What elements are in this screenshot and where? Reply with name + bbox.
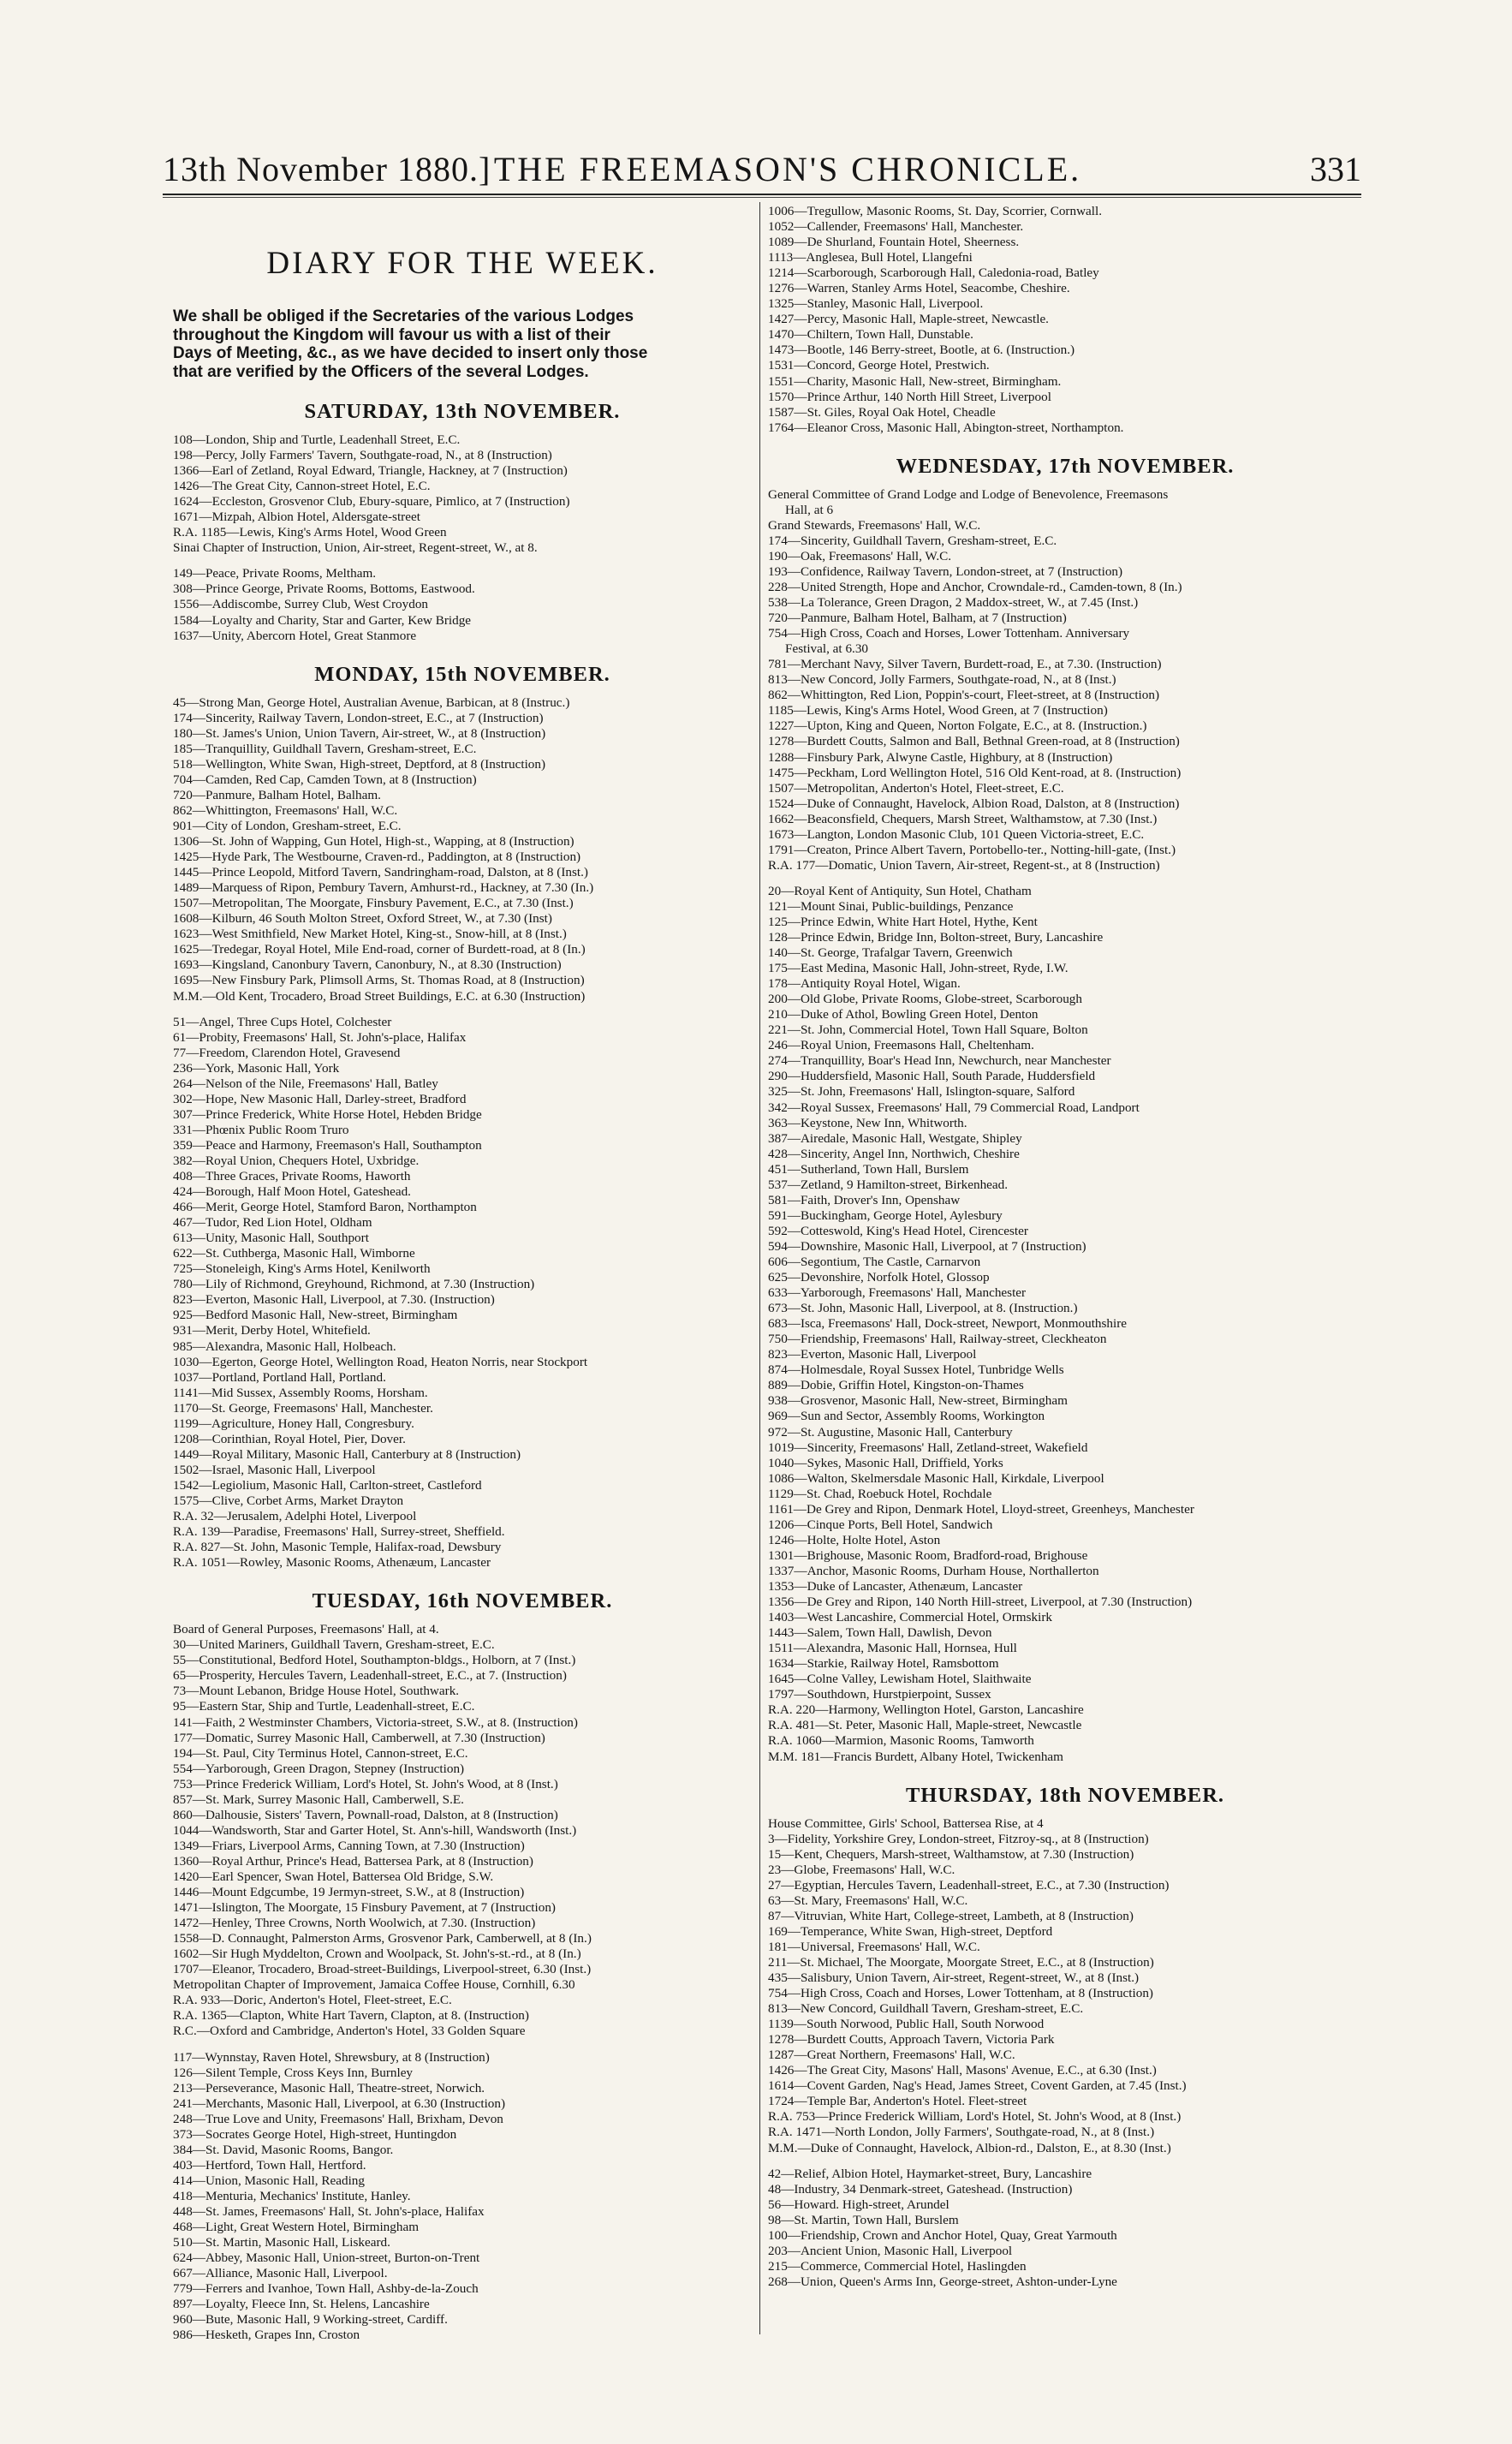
lodge-entry: 236—York, Masonic Hall, York <box>173 1060 340 1076</box>
lodge-entry: 1791—Creaton, Prince Albert Tavern, Portobello-ter., Notting-hill-gate, (Inst.) <box>768 842 1176 857</box>
lodge-entry: 1086—Walton, Skelmersdale Masonic Hall, Kirkdale, Liverpool <box>768 1470 1104 1486</box>
lodge-entry: R.A. 753—Prince Frederick William, Lord's Hotel, St. John's Wood, at 8 (Inst.) <box>768 2109 1182 2125</box>
lodge-entry: 622—St. Cuthberga, Masonic Hall, Wimborne <box>173 1246 415 1261</box>
lodge-entry: 466—Merit, George Hotel, Stamford Baron, Northampton <box>173 1200 477 1215</box>
lodge-entry: 1278—Burdett Coutts, Approach Tavern, Victoria Park <box>768 2032 1055 2048</box>
lodge-entry: 408—Three Graces, Private Rooms, Haworth <box>173 1169 411 1184</box>
lodge-entry: 1356—De Grey and Ripon, 140 North Hill-street, Liverpool, at 7.30 (Instruction) <box>768 1595 1193 1610</box>
lodge-entry: 1449—Royal Military, Masonic Hall, Canterbury at 8 (Instruction) <box>173 1446 521 1462</box>
lodge-entry: 181—Universal, Freemasons' Hall, W.C. <box>768 1939 980 1954</box>
listing-tuesday-provincial <box>173 2050 752 2344</box>
lodge-entry: 606—Segontium, The Castle, Carnarvon <box>768 1255 981 1269</box>
lodge-entry: 141—Faith, 2 Westminster Chambers, Victoria-street, S.W., at 8. (Instruction) <box>173 1714 578 1730</box>
lodge-entry: 1445—Prince Leopold, Mitford Tavern, Sandringham-road, Dalston, at 8 (Inst.) <box>173 865 588 880</box>
listing-wednesday-provincial <box>768 884 1362 1765</box>
listing-tuesday <box>173 1622 752 2039</box>
lodge-entry: 1139—South Norwood, Public Hall, South Norwood <box>768 2017 1045 2032</box>
lodge-entry: 100—Friendship, Crown and Anchor Hotel, Quay, Great Yarmouth <box>768 2227 1117 2243</box>
lodge-entry: 302—Hope, New Masonic Hall, Darley-street, Bradford <box>173 1091 467 1106</box>
lodge-entry: 1425—Hyde Park, The Westbourne, Craven-rd., Paddington, at 8 (Instruction) <box>173 849 581 865</box>
day-heading-monday: MONDAY, 15th NOVEMBER. <box>314 662 610 686</box>
lodge-entry: 750—Friendship, Freemasons' Hall, Railway-street, Cleckheaton <box>768 1332 1107 1347</box>
lodge-entry: 862—Whittington, Red Lion, Poppin's-court, Fleet-street, at 8 (Instruction) <box>768 688 1160 703</box>
lodge-entry: 538—La Tolerance, Green Dragon, 2 Maddox-street, W., at 7.45 (Inst.) <box>768 595 1139 611</box>
page-number: 331 <box>1310 150 1361 188</box>
lodge-entry: 594—Downshire, Masonic Hall, Liverpool, at 7 (Instruction) <box>768 1238 1086 1254</box>
lodge-entry: 125—Prince Edwin, White Hart Hotel, Hythe, Kent <box>768 914 1038 929</box>
lodge-entry: 30—United Mariners, Guildhall Tavern, Gresham-street, E.C. <box>173 1637 495 1653</box>
lodge-entry: 1426—The Great City, Cannon-street Hotel, E.C. <box>173 479 431 494</box>
day-heading-thursday: THURSDAY, 18th NOVEMBER. <box>905 1783 1225 1807</box>
lodge-entry: 857—St. Mark, Surrey Masonic Hall, Camberwell, S.E. <box>173 1791 464 1807</box>
lodge-entry: 23—Globe, Freemasons' Hall, W.C. <box>768 1862 955 1877</box>
lodge-entry: 468—Light, Great Western Hotel, Birmingham <box>173 2220 420 2235</box>
lodge-entry: 1214—Scarborough, Scarborough Hall, Caledonia-road, Batley <box>768 265 1099 281</box>
lodge-entry: 1556—Addiscombe, Surrey Club, West Croydon <box>173 597 429 612</box>
lodge-entry: 1558—D. Connaught, Palmerston Arms, Grosvenor Park, Camberwell, at 8 (In.) <box>173 1931 592 1946</box>
lodge-entry: 1129—St. Chad, Roebuck Hotel, Rochdale <box>768 1486 992 1501</box>
lodge-entry: 1531—Concord, George Hotel, Prestwich. <box>768 358 990 373</box>
lodge-entry: 1797—Southdown, Hurstpierpoint, Sussex <box>768 1687 991 1702</box>
lodge-entry: R.A. 1471—North London, Jolly Farmers', Southgate-road, N., at 8 (Inst.) <box>768 2125 1155 2140</box>
lodge-entry: 1360—Royal Arthur, Prince's Head, Battersea Park, at 8 (Instruction) <box>173 1853 533 1869</box>
lodge-entry: 451—Sutherland, Town Hall, Burslem <box>768 1161 969 1177</box>
lodge-entry: 813—New Concord, Jolly Farmers, Southgate-road, N., at 8 (Inst.) <box>768 672 1116 688</box>
lodge-entry: 510—St. Martin, Masonic Hall, Liskeard. <box>173 2235 390 2250</box>
right-column <box>768 204 1362 2290</box>
lodge-entry: 554—Yarborough, Green Dragon, Stepney (Instruction) <box>173 1761 465 1776</box>
lodge-entry: 1524—Duke of Connaught, Havelock, Albion Road, Dalston, at 8 (Instruction) <box>768 796 1180 811</box>
lodge-entry: 215—Commerce, Commercial Hotel, Haslingden <box>768 2258 1027 2274</box>
lodge-entry: 720—Panmure, Balham Hotel, Balham. <box>173 787 381 802</box>
lodge-entry: 862—Whittington, Freemasons' Hall, W.C. <box>173 802 398 818</box>
lodge-entry: 1170—St. George, Freemasons' Hall, Manchester. <box>173 1400 433 1416</box>
listing-tuesday-continued <box>768 204 1362 436</box>
lodge-entry: Board of General Purposes, Freemasons' Hall, at 4. <box>173 1622 439 1637</box>
lodge-entry: R.A. 32—Jerusalem, Adelphi Hotel, Liverpool <box>173 1509 417 1524</box>
lodge-entry: 1671—Mizpah, Albion Hotel, Aldersgate-street <box>173 510 420 525</box>
lodge-entry: 625—Devonshire, Norfolk Hotel, Glossop <box>768 1270 990 1285</box>
lodge-entry: 1227—Upton, King and Queen, Norton Folgate, E.C., at 8. (Instruction.) <box>768 718 1147 734</box>
lodge-entry: 1199—Agriculture, Honey Hall, Congresbury. <box>173 1416 414 1431</box>
lodge-entry: 1475—Peckham, Lord Wellington Hotel, 516 Old Kent-road, at 8. (Instruction) <box>768 765 1182 780</box>
lodge-entry: 264—Nelson of the Nile, Freemasons' Hall, Batley <box>173 1076 438 1091</box>
lodge-entry: 61—Probity, Freemasons' Hall, St. John's-place, Halifax <box>173 1029 467 1045</box>
lodge-entry: 3—Fidelity, Yorkshire Grey, London-street, Fitzroy-sq., at 8 (Instruction) <box>768 1831 1149 1846</box>
lodge-entry: 65—Prosperity, Hercules Tavern, Leadenhall-street, E.C., at 7. (Instruction) <box>173 1668 567 1684</box>
lodge-entry: 200—Old Globe, Private Rooms, Globe-street, Scarborough <box>768 992 1082 1007</box>
lodge-entry: 1472—Henley, Three Crowns, North Woolwich, at 7.30. (Instruction) <box>173 1916 536 1931</box>
lodge-entry: 1420—Earl Spencer, Swan Hotel, Battersea Old Bridge, S.W. <box>173 1869 494 1884</box>
lodge-entry: 1614—Covent Garden, Nag's Head, James Street, Covent Garden, at 7.45 (Inst.) <box>768 2078 1187 2094</box>
lodge-entry: 874—Holmesdale, Royal Sussex Hotel, Tunbridge Wells <box>768 1362 1064 1378</box>
lodge-entry: 537—Zetland, 9 Hamilton-street, Birkenhead. <box>768 1177 1009 1192</box>
lodge-entry: 1637—Unity, Abercorn Hotel, Great Stanmore <box>173 628 417 643</box>
lodge-entry: 27—Egyptian, Hercules Tavern, Leadenhall-street, E.C., at 7.30 (Instruction) <box>768 1877 1170 1893</box>
lodge-entry: 1625—Tredegar, Royal Hotel, Mile End-road, corner of Burdett-road, at 8 (In.) <box>173 942 586 957</box>
lodge-entry: 228—United Strength, Hope and Anchor, Crowndale-rd., Camden-town, 8 (In.) <box>768 579 1182 594</box>
listing-wednesday <box>768 487 1362 873</box>
lodge-entry: 435—Salisbury, Union Tavern, Air-street, Regent-street, W., at 8 (Inst.) <box>768 1970 1140 1986</box>
lodge-entry: 969—Sun and Sector, Assembly Rooms, Workington <box>768 1409 1045 1424</box>
lodge-entry: 1113—Anglesea, Bull Hotel, Llangefni <box>768 250 973 265</box>
lodge-entry: 213—Perseverance, Masonic Hall, Theatre-street, Norwich. <box>173 2080 485 2095</box>
lodge-entry: 1006—Tregullow, Masonic Rooms, St. Day, Scorrier, Cornwall. <box>768 204 1103 218</box>
lodge-entry: Hall, at 6 <box>785 502 834 517</box>
lodge-entry: 938—Grosvenor, Masonic Hall, New-street, Birmingham <box>768 1393 1068 1409</box>
lodge-entry: 211—St. Michael, The Moorgate, Moorgate Street, E.C., at 8 (Instruction) <box>768 1954 1154 1970</box>
listing-saturday-provincial <box>173 566 752 643</box>
left-column <box>173 204 752 2343</box>
lodge-entry: 1634—Starkie, Railway Hotel, Ramsbottom <box>768 1656 999 1672</box>
lodge-entry: 1507—Metropolitan, Anderton's Hotel, Fleet-street, E.C. <box>768 780 1064 796</box>
lodge-entry: 387—Airedale, Masonic Hall, Westgate, Shipley <box>768 1130 1022 1146</box>
lodge-entry: 1276—Warren, Stanley Arms Hotel, Seacombe, Cheshire. <box>768 281 1070 296</box>
lodge-entry: 1724—Temple Bar, Anderton's Hotel. Fleet-street <box>768 2094 1027 2109</box>
lodge-entry: 414—Union, Masonic Hall, Reading <box>173 2173 365 2188</box>
lodge-entry: 1446—Mount Edgcumbe, 19 Jermyn-street, S.W., at 8 (Instruction) <box>173 1885 525 1900</box>
lodge-entry: 51—Angel, Three Cups Hotel, Colchester <box>173 1014 392 1029</box>
lodge-entry: 1288—Finsbury Park, Alwyne Castle, Highbury, at 8 (Instruction) <box>768 749 1113 765</box>
lodge-entry: 307—Prince Frederick, White Horse Hotel, Hebden Bridge <box>173 1106 482 1122</box>
lodge-entry: 986—Hesketh, Grapes Inn, Croston <box>173 2328 360 2343</box>
lodge-entry: 424—Borough, Half Moon Hotel, Gateshead. <box>173 1184 411 1200</box>
lodge-entry: 1052—Callender, Freemasons' Hall, Manchester. <box>768 219 1024 235</box>
listing-thursday <box>768 1816 1362 2156</box>
day-heading-wednesday: WEDNESDAY, 17th NOVEMBER. <box>896 454 1235 478</box>
lodge-entry: 325—St. John, Freemasons' Hall, Islington-square, Salford <box>768 1084 1075 1100</box>
lodge-entry: 331—Phœnix Public Room Truro <box>173 1122 349 1137</box>
lodge-entry: 985—Alexandra, Masonic Hall, Holbeach. <box>173 1338 396 1354</box>
diary-intro <box>173 307 752 381</box>
lodge-entry: House Committee, Girls' School, Battersea Rise, at 4 <box>768 1815 1044 1831</box>
lodge-entry: 581—Faith, Drover's Inn, Openshaw <box>768 1192 961 1207</box>
lodge-entry: R.A. 139—Paradise, Freemasons' Hall, Surrey-street, Sheffield. <box>173 1524 505 1540</box>
column-divider <box>759 202 760 2334</box>
day-heading-tuesday: TUESDAY, 16th NOVEMBER. <box>312 1589 613 1613</box>
lodge-entry: 308—Prince George, Private Rooms, Bottoms, Eastwood. <box>173 581 475 597</box>
lodge-entry: 683—Isca, Freemasons' Hall, Dock-street, Newport, Monmouthshire <box>768 1316 1128 1332</box>
lodge-entry: 384—St. David, Masonic Rooms, Bangor. <box>173 2142 394 2157</box>
lodge-entry: 55—Constitutional, Bedford Hotel, Southampton-bldgs., Holborn, at 7 (Inst.) <box>173 1653 576 1668</box>
lodge-entry: 673—St. John, Masonic Hall, Liverpool, at 8. (Instruction.) <box>768 1301 1078 1316</box>
lodge-entry: 754—High Cross, Coach and Horses, Lower Tottenham. Anniversary <box>768 626 1130 641</box>
lodge-entry: 382—Royal Union, Chequers Hotel, Uxbridge. <box>173 1153 420 1168</box>
listing-saturday <box>173 432 752 556</box>
lodge-entry: 128—Prince Edwin, Bridge Inn, Bolton-street, Bury, Lancashire <box>768 930 1104 945</box>
lodge-entry: 1426—The Great City, Masons' Hall, Masons' Avenue, E.C., at 6.30 (Inst.) <box>768 2063 1157 2078</box>
lodge-entry: 73—Mount Lebanon, Bridge House Hotel, Southwark. <box>173 1684 460 1699</box>
lodge-entry: 48—Industry, 34 Denmark-street, Gateshead. (Instruction) <box>768 2181 1073 2197</box>
lodge-entry: 720—Panmure, Balham Hotel, Balham, at 7 (Instruction) <box>768 611 1067 626</box>
lodge-entry: 925—Bedford Masonic Hall, New-street, Birmingham <box>173 1308 458 1323</box>
lodge-entry: R.A. 1185—Lewis, King's Arms Hotel, Wood Green <box>173 525 447 540</box>
lodge-entry: 42—Relief, Albion Hotel, Haymarket-street, Bury, Lancashire <box>768 2166 1092 2181</box>
intro-line: Days of Meeting, &c., as we have decided to insert only those <box>173 344 648 362</box>
lodge-entry: R.A. 220—Harmony, Wellington Hotel, Garston, Lancashire <box>768 1702 1084 1718</box>
lodge-entry: 1470—Chiltern, Town Hall, Dunstable. <box>768 327 973 343</box>
lodge-entry: 203—Ancient Union, Masonic Hall, Liverpool <box>768 2243 1013 2258</box>
lodge-entry: 241—Merchants, Masonic Hall, Liverpool, at 6.30 (Instruction) <box>173 2095 506 2111</box>
lodge-entry: 194—St. Paul, City Terminus Hotel, Cannon-street, E.C. <box>173 1745 468 1761</box>
lodge-entry: 1337—Anchor, Masonic Rooms, Durham House, Northallerton <box>768 1563 1099 1578</box>
lodge-entry: Grand Stewards, Freemasons' Hall, W.C. <box>768 517 981 533</box>
header-rule-thin <box>163 197 1361 198</box>
lodge-entry: 87—Vitruvian, White Hart, College-street, Lambeth, at 8 (Instruction) <box>768 1908 1134 1923</box>
lodge-entry: 1542—Legiolium, Masonic Hall, Carlton-street, Castleford <box>173 1477 482 1493</box>
lodge-entry: 1306—St. John of Wapping, Gun Hotel, High-st., Wapping, at 8 (Instruction) <box>173 834 574 849</box>
lodge-entry: 1037—Portland, Portland Hall, Portland. <box>173 1369 386 1385</box>
lodge-entry: 1584—Loyalty and Charity, Star and Garter, Kew Bridge <box>173 612 472 628</box>
lodge-entry: 633—Yarborough, Freemasons' Hall, Manchester <box>768 1285 1027 1301</box>
lodge-entry: 175—East Medina, Masonic Hall, John-street, Ryde, I.W. <box>768 961 1069 976</box>
lodge-entry: 193—Confidence, Railway Tavern, London-street, at 7 (Instruction) <box>768 563 1123 579</box>
lodge-entry: 1693—Kingsland, Canonbury Tavern, Canonbury, N., at 8.30 (Instruction) <box>173 957 562 973</box>
lodge-entry: 467—Tudor, Red Lion Hotel, Oldham <box>173 1215 372 1231</box>
lodge-entry: R.A. 481—St. Peter, Masonic Hall, Maple-street, Newcastle <box>768 1718 1082 1733</box>
lodge-entry: 342—Royal Sussex, Freemasons' Hall, 79 Commercial Road, Landport <box>768 1100 1140 1115</box>
lodge-entry: 1366—Earl of Zetland, Royal Edward, Triangle, Hackney, at 7 (Instruction) <box>173 463 568 479</box>
lodge-entry: 1349—Friars, Liverpool Arms, Canning Town, at 7.30 (Instruction) <box>173 1838 525 1853</box>
lodge-entry: 1575—Clive, Corbet Arms, Market Drayton <box>173 1493 404 1508</box>
lodge-entry: 117—Wynnstay, Raven Hotel, Shrewsbury, at 8 (Instruction) <box>173 2049 490 2065</box>
lodge-entry: 1624—Eccleston, Grosvenor Club, Ebury-square, Pimlico, at 7 (Instruction) <box>173 494 570 510</box>
lodge-entry: 268—Union, Queen's Arms Inn, George-street, Ashton-under-Lyne <box>768 2274 1117 2289</box>
lodge-entry: 15—Kent, Chequers, Marsh-street, Walthamstow, at 7.30 (Instruction) <box>768 1846 1134 1862</box>
lodge-entry: 725—Stoneleigh, King's Arms Hotel, Kenilworth <box>173 1261 431 1277</box>
lodge-entry: R.A. 177—Domatic, Union Tavern, Air-street, Regent-st., at 8 (Instruction) <box>768 857 1160 873</box>
lodge-entry: 121—Mount Sinai, Public-buildings, Penzance <box>768 898 1014 914</box>
lodge-entry: 363—Keystone, New Inn, Whitworth. <box>768 1115 967 1130</box>
lodge-entry: Metropolitan Chapter of Improvement, Jamaica Coffee House, Cornhill, 6.30 <box>173 1977 575 1993</box>
lodge-entry: 518—Wellington, White Swan, High-street, Deptford, at 8 (Instruction) <box>173 756 546 772</box>
lodge-entry: 56—Howard. High-street, Arundel <box>768 2197 949 2212</box>
lodge-entry: 45—Strong Man, George Hotel, Australian Avenue, Barbican, at 8 (Instruc.) <box>173 694 570 710</box>
lodge-entry: Sinai Chapter of Instruction, Union, Air-street, Regent-street, W., at 8. <box>173 540 538 556</box>
lodge-entry: 246—Royal Union, Freemasons Hall, Cheltenham. <box>768 1038 1034 1053</box>
lodge-entry: 1403—West Lancashire, Commercial Hotel, Ormskirk <box>768 1610 1052 1625</box>
lodge-entry: 1443—Salem, Town Hall, Dawlish, Devon <box>768 1625 992 1641</box>
lodge-entry: 897—Loyalty, Fleece Inn, St. Helens, Lancashire <box>173 2297 430 2312</box>
lodge-entry: 95—Eastern Star, Ship and Turtle, Leadenhall-street, E.C. <box>173 1699 475 1714</box>
lodge-entry: 140—St. George, Trafalgar Tavern, Greenwich <box>768 945 1013 961</box>
lodge-entry: 1623—West Smithfield, New Market Hotel, King-st., Snow-hill, at 8 (Inst.) <box>173 927 567 942</box>
lodge-entry: 823—Everton, Masonic Hall, Liverpool, at 7.30. (Instruction) <box>173 1292 495 1308</box>
issue-date: 13th November 1880.] <box>163 150 491 188</box>
lodge-entry: 1040—Sykes, Masonic Hall, Driffield, Yorks <box>768 1455 1003 1470</box>
publication-title: THE FREEMASON'S CHRONICLE. <box>493 150 1082 188</box>
lodge-entry: 210—Duke of Athol, Bowling Green Hotel, Denton <box>768 1007 1039 1022</box>
lodge-entry: 169—Temperance, White Swan, High-street, Deptford <box>768 1923 1053 1939</box>
lodge-entry: R.A. 827—St. John, Masonic Temple, Halifax-road, Dewsbury <box>173 1540 502 1555</box>
lodge-entry: 1764—Eleanor Cross, Masonic Hall, Abington-street, Northampton. <box>768 420 1124 435</box>
lodge-entry: M.M. 181—Francis Burdett, Albany Hotel, Twickenham <box>768 1749 1063 1764</box>
lodge-entry: 1206—Cinque Ports, Bell Hotel, Sandwich <box>768 1517 993 1532</box>
lodge-entry: 1662—Beaconsfield, Chequers, Marsh Street, Walthamstow, at 7.30 (Inst.) <box>768 811 1158 826</box>
lodge-entry: 274—Tranquillity, Boar's Head Inn, Newchurch, near Manchester <box>768 1053 1111 1069</box>
lodge-entry: 1246—Holte, Holte Hotel, Aston <box>768 1532 941 1547</box>
lodge-entry: 813—New Concord, Guildhall Tavern, Gresham-street, E.C. <box>768 2001 1084 2017</box>
listing-thursday-provincial <box>768 2167 1362 2290</box>
lodge-entry: 1044—Wandsworth, Star and Garter Hotel, St. Ann's-hill, Wandsworth (Inst.) <box>173 1822 577 1838</box>
lodge-entry: 1608—Kilburn, 46 South Molton Street, Oxford Street, W., at 7.30 (Inst) <box>173 911 552 927</box>
lodge-entry: 428—Sincerity, Angel Inn, Northwich, Cheshire <box>768 1146 1020 1161</box>
lodge-entry: 77—Freedom, Clarendon Hotel, Gravesend <box>173 1045 401 1060</box>
lodge-entry: 180—St. James's Union, Union Tavern, Air-street, W., at 8 (Instruction) <box>173 725 546 741</box>
lodge-entry: 781—Merchant Navy, Silver Tavern, Burdett-road, E., at 7.30. (Instruction) <box>768 657 1162 672</box>
lodge-entry: General Committee of Grand Lodge and Lodge of Benevolence, Freemasons <box>768 486 1169 502</box>
lodge-entry: 98—St. Martin, Town Hall, Burslem <box>768 2212 959 2227</box>
diary-title: DIARY FOR THE WEEK. <box>266 246 658 281</box>
lodge-entry: R.A. 1060—Marmion, Masonic Rooms, Tamworth <box>768 1733 1034 1749</box>
lodge-entry: 108—London, Ship and Turtle, Leadenhall Street, E.C. <box>173 432 461 447</box>
lodge-entry: 418—Menturia, Mechanics' Institute, Hanley. <box>173 2188 411 2203</box>
lodge-entry: 613—Unity, Masonic Hall, Southport <box>173 1231 369 1246</box>
lodge-entry: 931—Merit, Derby Hotel, Whitefield. <box>173 1323 371 1338</box>
lodge-entry: 248—True Love and Unity, Freemasons' Hall, Brixham, Devon <box>173 2111 503 2126</box>
lodge-entry: 1427—Percy, Masonic Hall, Maple-street, Newcastle. <box>768 312 1049 327</box>
header-rule <box>163 194 1361 195</box>
lodge-entry: 592—Cotteswold, King's Head Hotel, Cirencester <box>768 1223 1028 1238</box>
intro-line: throughout the Kingdom will favour us with a list of their <box>173 325 610 344</box>
lodge-entry: 1502—Israel, Masonic Hall, Liverpool <box>173 1462 376 1477</box>
lodge-entry: 1030—Egerton, George Hotel, Wellington Road, Heaton Norris, near Stockport <box>173 1354 588 1369</box>
lodge-entry: 889—Dobie, Griffin Hotel, Kingston-on-Thames <box>768 1378 1024 1393</box>
lodge-entry: 1602—Sir Hugh Myddelton, Crown and Woolpack, St. John's-st.-rd., at 8 (In.) <box>173 1946 581 1962</box>
lodge-entry: R.C.—Oxford and Cambridge, Anderton's Hotel, 33 Golden Square <box>173 2024 526 2039</box>
day-heading-saturday: SATURDAY, 13th NOVEMBER. <box>304 400 621 423</box>
lodge-entry: 403—Hertford, Town Hall, Hertford. <box>173 2157 366 2173</box>
lodge-entry: 1141—Mid Sussex, Assembly Rooms, Horsham. <box>173 1385 428 1400</box>
lodge-entry: 779—Ferrers and Ivanhoe, Town Hall, Ashby-de-la-Zouch <box>173 2281 479 2297</box>
lodge-entry: 1587—St. Giles, Royal Oak Hotel, Cheadle <box>768 404 996 420</box>
page-header <box>163 144 1361 197</box>
lodge-entry: 1645—Colne Valley, Lewisham Hotel, Slaithwaite <box>768 1672 1032 1687</box>
lodge-entry: Festival, at 6.30 <box>785 641 869 657</box>
lodge-entry: 373—Socrates George Hotel, High-street, Huntingdon <box>173 2126 457 2142</box>
lodge-entry: 63—St. Mary, Freemasons' Hall, W.C. <box>768 1893 968 1908</box>
listing-monday-provincial <box>173 1015 752 1571</box>
lodge-entry: 1551—Charity, Masonic Hall, New-street, Birmingham. <box>768 373 1062 389</box>
lodge-entry: 1278—Burdett Coutts, Salmon and Ball, Bethnal Green-road, at 8 (Instruction) <box>768 734 1180 749</box>
lodge-entry: 1185—Lewis, King's Arms Hotel, Wood Green, at 7 (Instruction) <box>768 703 1108 718</box>
lodge-entry: 149—Peace, Private Rooms, Meltham. <box>173 566 377 581</box>
lodge-entry: R.A. 1051—Rowley, Masonic Rooms, Athenæum, Lancaster <box>173 1555 491 1571</box>
lodge-entry: 901—City of London, Gresham-street, E.C. <box>173 818 402 833</box>
intro-line: that are verified by the Officers of the several Lodges. <box>173 362 589 381</box>
lodge-entry: 198—Percy, Jolly Farmers' Tavern, Southgate-road, N., at 8 (Instruction) <box>173 448 552 463</box>
lodge-entry: 1489—Marquess of Ripon, Pembury Tavern, Amhurst-rd., Hackney, at 7.30 (In.) <box>173 880 594 896</box>
lodge-entry: 1325—Stanley, Masonic Hall, Liverpool. <box>768 296 984 312</box>
lodge-entry: 780—Lily of Richmond, Greyhound, Richmond, at 7.30 (Instruction) <box>173 1277 535 1292</box>
lodge-entry: 1287—Great Northern, Freemasons' Hall, W.C. <box>768 2048 1015 2063</box>
lodge-entry: 1019—Sincerity, Freemasons' Hall, Zetland-street, Wakefield <box>768 1440 1088 1455</box>
lodge-entry: 823—Everton, Masonic Hall, Liverpool <box>768 1347 977 1362</box>
lodge-entry: 1353—Duke of Lancaster, Athenæum, Lancaster <box>768 1578 1023 1594</box>
lodge-entry: 1511—Alexandra, Masonic Hall, Hornsea, Hull <box>768 1641 1017 1656</box>
lodge-entry: 174—Sincerity, Guildhall Tavern, Gresham-street, E.C. <box>768 533 1057 548</box>
lodge-entry: 359—Peace and Harmony, Freemason's Hall, Southampton <box>173 1137 482 1153</box>
lodge-entry: 1673—Langton, London Masonic Club, 101 Queen Victoria-street, E.C. <box>768 826 1145 842</box>
lodge-entry: 624—Abbey, Masonic Hall, Union-street, Burton-on-Trent <box>173 2250 480 2266</box>
lodge-entry: 754—High Cross, Coach and Horses, Lower Tottenham, at 8 (Instruction) <box>768 1986 1153 2001</box>
lodge-entry: 753—Prince Frederick William, Lord's Hotel, St. John's Wood, at 8 (Inst.) <box>173 1776 558 1791</box>
lodge-entry: 667—Alliance, Masonic Hall, Liverpool. <box>173 2266 388 2281</box>
lodge-entry: 1570—Prince Arthur, 140 North Hill Street, Liverpool <box>768 389 1051 404</box>
lodge-entry: 126—Silent Temple, Cross Keys Inn, Burnley <box>173 2065 414 2080</box>
intro-line: We shall be obliged if the Secretaries of the various Lodges <box>173 307 634 325</box>
lodge-entry: 1695—New Finsbury Park, Plimsoll Arms, St. Thomas Road, at 8 (Instruction) <box>173 973 585 988</box>
lodge-entry: 1471—Islington, The Moorgate, 15 Finsbury Pavement, at 7 (Instruction) <box>173 1900 556 1916</box>
lodge-entry: 1161—De Grey and Ripon, Denmark Hotel, Lloyd-street, Greenheys, Manchester <box>768 1501 1194 1517</box>
lodge-entry: 178—Antiquity Royal Hotel, Wigan. <box>768 976 961 992</box>
lodge-entry: 448—St. James, Freemasons' Hall, St. John's-place, Halifax <box>173 2203 485 2219</box>
lodge-entry: 1507—Metropolitan, The Moorgate, Finsbury Pavement, E.C., at 7.30 (Inst.) <box>173 896 574 911</box>
lodge-entry: 190—Oak, Freemasons' Hall, W.C. <box>768 548 952 563</box>
lodge-entry: 591—Buckingham, George Hotel, Aylesbury <box>768 1207 1003 1223</box>
lodge-entry: 20—Royal Kent of Antiquity, Sun Hotel, Chatham <box>768 883 1032 898</box>
lodge-entry: M.M.—Old Kent, Trocadero, Broad Street Buildings, E.C. at 6.30 (Instruction) <box>173 988 586 1004</box>
lodge-entry: 177—Domatic, Surrey Masonic Hall, Camberwell, at 7.30 (Instruction) <box>173 1730 545 1745</box>
lodge-entry: 1301—Brighouse, Masonic Room, Bradford-road, Brighouse <box>768 1547 1088 1563</box>
lodge-entry: 960—Bute, Masonic Hall, 9 Working-street, Cardiff. <box>173 2312 448 2328</box>
lodge-entry: 860—Dalhousie, Sisters' Tavern, Pownall-road, Dalston, at 8 (Instruction) <box>173 1807 558 1822</box>
lodge-entry: M.M.—Duke of Connaught, Havelock, Albion-rd., Dalston, E., at 8.30 (Inst.) <box>768 2140 1171 2155</box>
lodge-entry: 1707—Eleanor, Trocadero, Broad-street-Buildings, Liverpool-street, 6.30 (Inst.) <box>173 1962 592 1977</box>
lodge-entry: 1473—Bootle, 146 Berry-street, Bootle, at 6. (Instruction.) <box>768 343 1075 358</box>
lodge-entry: 290—Huddersfield, Masonic Hall, South Parade, Huddersfield <box>768 1069 1096 1084</box>
lodge-entry: 1089—De Shurland, Fountain Hotel, Sheerness. <box>768 235 1020 250</box>
lodge-entry: 704—Camden, Red Cap, Camden Town, at 8 (Instruction) <box>173 772 477 787</box>
listing-monday <box>173 695 752 1004</box>
lodge-entry: 972—St. Augustine, Masonic Hall, Canterbury <box>768 1424 1013 1440</box>
lodge-entry: 1208—Corinthian, Royal Hotel, Pier, Dover. <box>173 1431 406 1446</box>
lodge-entry: 174—Sincerity, Railway Tavern, London-street, E.C., at 7 (Instruction) <box>173 710 544 725</box>
lodge-entry: 221—St. John, Commercial Hotel, Town Hall Square, Bolton <box>768 1022 1088 1038</box>
lodge-entry: 185—Tranquillity, Guildhall Tavern, Gresham-street, E.C. <box>173 741 477 756</box>
lodge-entry: R.A. 1365—Clapton, White Hart Tavern, Clapton, at 8. (Instruction) <box>173 2008 529 2024</box>
lodge-entry: R.A. 933—Doric, Anderton's Hotel, Fleet-street, E.C. <box>173 1993 452 2008</box>
